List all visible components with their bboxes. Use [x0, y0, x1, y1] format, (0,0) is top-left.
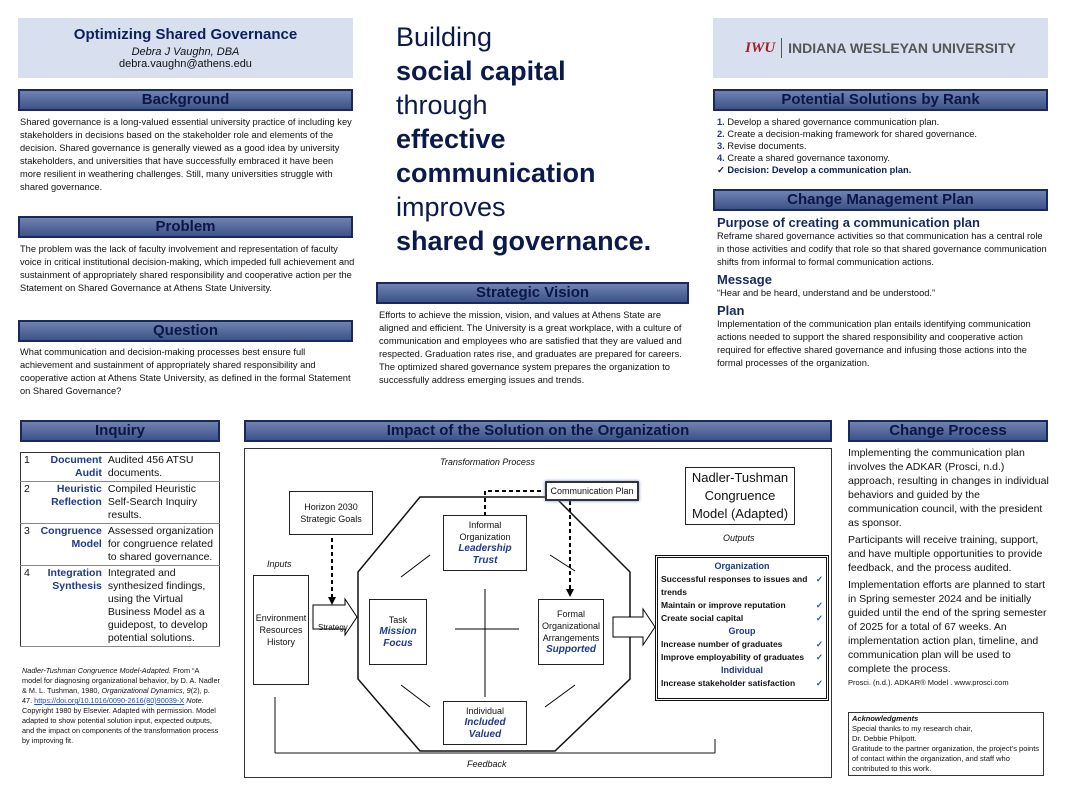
headline-line: effective — [396, 124, 506, 154]
list-number: 2. — [717, 129, 725, 139]
change-process-header: Change Process — [848, 420, 1048, 442]
citation-text: From “A model for diagnosing organizational behavior, by D. A. Nadler & M. L. Tushman, 1980, — [22, 666, 220, 695]
author: Debra J Vaughn, DBA — [131, 46, 240, 58]
output-text: Improve employability of graduates — [661, 652, 805, 662]
communication-plan-box: Communication Plan — [545, 481, 639, 501]
environment-box: Environment Resources History — [253, 575, 309, 685]
task-label: Task — [388, 615, 408, 625]
strategic-vision-text: Efforts to achieve the mission, vision, and values at Athens State are aligned and efficient. The University is a great workplace, with a culture of communication and employees who are satisfied that they are valued and respected. Graduation rates rise, and graduates are prepared for careers. The optimized shared governance system prepares the organization to successfully address emerging issues and trends. — [379, 310, 682, 385]
check-icon: ✓ — [815, 600, 823, 610]
email: debra.vaughn@athens.edu — [119, 58, 252, 70]
citation-journal: Organizational Dynamics, 9 — [101, 686, 191, 695]
list-number: 4. — [717, 153, 725, 163]
row-number: 3 — [21, 524, 33, 566]
output-text: Create social capital — [661, 613, 744, 623]
plan-heading: Plan — [717, 303, 745, 318]
change-plan-body — [717, 215, 1052, 370]
list-item-text: Revise documents. — [727, 141, 807, 151]
valued-label: Valued — [468, 729, 502, 740]
list-item-text: Create a decision-making framework for shared governance. — [727, 129, 977, 139]
change-process-p1: Implementing the communication plan involves the ADKAR (Prosci, n.d.) approach, resulting in changes in individual behaviors and guided by the communication council, with the president as sponsor. — [848, 447, 1049, 529]
inputs-label: Inputs — [267, 559, 292, 569]
list-item-text: Create a shared governance taxonomy. — [727, 153, 890, 163]
list-item — [717, 128, 1047, 140]
transformation-label: Transformation Process — [440, 457, 535, 467]
task-box — [369, 599, 427, 665]
doi-link[interactable]: https://doi.org/10.1016/0090-2616(80)90039-X — [34, 696, 185, 705]
output-row — [658, 599, 826, 612]
check-icon: ✓ — [815, 678, 823, 688]
informal-box — [443, 515, 527, 571]
output-group-individual: Individual — [720, 665, 763, 675]
headline-line: improves — [396, 192, 506, 222]
list-item — [717, 152, 1047, 164]
row-name: Heuristic Reflection — [33, 482, 105, 524]
question-text: What communication and decision-making processes best ensure full achievement and sustainment of appropriately shared responsibility and cooperative action at Athens State University, as defined in the formal Statement on Shared Governance? — [20, 347, 351, 396]
headline-line: communication — [396, 158, 596, 188]
strategy-label: Strategy — [318, 623, 348, 632]
output-row — [658, 638, 826, 651]
headline-line: shared governance. — [396, 226, 652, 256]
check-icon: ✓ — [717, 165, 725, 175]
question-header: Question — [18, 320, 353, 342]
model-citation — [22, 666, 220, 746]
formal-box — [538, 599, 604, 665]
row-desc: Compiled Heuristic Self-Search Inquiry results. — [105, 482, 220, 524]
acknowledgments-box — [848, 712, 1044, 776]
individual-label: Individual — [465, 706, 505, 716]
row-number: 2 — [21, 482, 33, 524]
decision-text: Decision: Develop a communication plan. — [727, 165, 912, 175]
headline-line: social capital — [396, 56, 566, 86]
university-logo — [713, 18, 1048, 78]
plan-to-informal-arrow — [485, 491, 541, 515]
inquiry-header: Inquiry — [20, 420, 220, 442]
list-item — [717, 140, 1047, 152]
poster-title: Optimizing Shared Governance — [73, 26, 298, 43]
table-row — [21, 482, 220, 524]
logo-mark: IWU — [745, 39, 776, 56]
citation-note: Note. — [184, 696, 204, 705]
output-text: Maintain or improve reputation — [661, 600, 786, 610]
trust-label: Trust — [472, 555, 498, 566]
list-number: 3. — [717, 141, 725, 151]
check-icon: ✓ — [815, 613, 823, 623]
background-header: Background — [18, 89, 353, 111]
ack-title: Acknowledgments — [852, 714, 919, 723]
check-icon: ✓ — [815, 652, 823, 662]
inquiry-table — [20, 452, 220, 647]
headline-line: through — [396, 90, 488, 120]
included-label: Included — [464, 717, 506, 728]
output-row — [658, 612, 826, 625]
headline-line: Building — [396, 22, 493, 52]
output-group-group: Group — [728, 626, 756, 636]
impact-header: Impact of the Solution on the Organization — [244, 420, 832, 442]
leadership-label: Leadership — [458, 543, 512, 554]
purpose-heading: Purpose of creating a communication plan — [717, 215, 980, 230]
check-icon: ✓ — [815, 639, 823, 649]
outputs-box — [655, 555, 829, 701]
citation-text: Copyright 1980 by Elsevier. Adapted with permission. Model adapted to show potential solution input, expected outputs, and the impact on components of the transformation process by improving fit. — [22, 706, 219, 745]
prosci-reference: Prosci. (n.d.). ADKAR® Model . www.prosci.com — [848, 678, 1009, 687]
message-heading: Message — [717, 272, 772, 287]
headline — [396, 20, 696, 258]
message-text: “Hear and be heard, understand and be understood.” — [717, 288, 936, 298]
problem-text: The problem was the lack of faculty involvement and representation of faculty voice in critical institutional decision-making, which impeded full achievement and sustainment of appropriately shared responsibility and cooperative action per the Statement on Shared Governance at Athens State University. — [20, 244, 355, 293]
table-row — [21, 453, 220, 482]
logo-divider — [781, 38, 782, 58]
list-number: 1. — [717, 117, 725, 127]
output-arrow-shape — [613, 609, 655, 645]
ack-line: Dr. Debbie Philpott. — [852, 734, 917, 743]
list-item — [717, 116, 1047, 128]
feedback-label: Feedback — [467, 759, 507, 769]
table-row — [21, 524, 220, 566]
row-name: Integration Synthesis — [33, 566, 105, 647]
output-row — [658, 677, 826, 690]
citation-text: (2), p. 47. — [22, 686, 210, 705]
mission-label: Mission — [379, 626, 417, 637]
table-row — [21, 566, 220, 647]
change-process-body — [848, 446, 1050, 688]
strategic-vision-header: Strategic Vision — [376, 282, 689, 304]
output-text: Increase stakeholder satisfaction — [661, 678, 796, 688]
formal-label: Formal Organizational Arrangements — [541, 609, 601, 643]
row-name: Document Audit — [33, 453, 105, 482]
change-process-p3: Implementation efforts are planned to start in Spring semester 2024 and be initially guided until the end of the spring semester of 2025 for a total of 67 weeks. An implementation action plan, timeline, and communication plan will be used to complete the process. — [848, 579, 1047, 675]
background-text: Shared governance is a long-valued essential university practice of including key stakeholders in decisions based on the stakeholder role and elements of the decision. Shared governance is generally viewed as a good idea by university stakeholders, and universities that have successfully embraced it have been more resilient in weathering challenges. Still, many universities struggle with shared governance. — [20, 117, 352, 192]
citation-title: Nadler-Tushman Congruence Model-Adapted. — [22, 666, 171, 675]
output-row — [658, 573, 826, 599]
solutions-list — [717, 116, 1047, 176]
informal-label: Informal Organization — [459, 520, 511, 542]
row-number: 1 — [21, 453, 33, 482]
change-plan-header: Change Management Plan — [713, 189, 1048, 211]
check-icon: ✓ — [815, 574, 823, 584]
focus-label: Focus — [383, 638, 413, 649]
outputs-label: Outputs — [723, 533, 755, 543]
row-number: 4 — [21, 566, 33, 647]
purpose-text: Reframe shared governance activities so that communication has a central role in those activities and codify that role so that shared governance communication shifts from informal to formal communication actions. — [717, 231, 1047, 267]
row-desc: Audited 456 ATSU documents. — [105, 453, 220, 482]
individual-box — [443, 701, 527, 745]
output-row — [658, 651, 826, 664]
ack-line: Special thanks to my research chair, — [852, 724, 973, 733]
output-group-org: Organization — [714, 561, 770, 571]
row-name: Congruence Model — [33, 524, 105, 566]
supported-label: Supported — [546, 644, 596, 655]
output-text: Successful responses to issues and trends — [661, 574, 808, 597]
model-title-box: Nadler-Tushman Congruence Model (Adapted) — [685, 467, 795, 525]
problem-header: Problem — [18, 216, 353, 238]
plan-text: Implementation of the communication plan entails identifying communication actions needed to support the shared responsibility and cooperative action required for effective shared governance and infusing those actions into the formal processes of the organization. — [717, 319, 1031, 368]
plan-to-formal-arrow — [545, 491, 570, 589]
decision — [717, 164, 1047, 176]
change-process-p2: Participants will receive training, support, and have multiple opportunities to provide feedback, and the process audited. — [848, 534, 1043, 574]
horizon-box: Horizon 2030 Strategic Goals — [289, 491, 373, 535]
solutions-header: Potential Solutions by Rank — [713, 89, 1048, 111]
ack-line: Gratitude to the partner organization, the project’s points of contact within the organization, and staff who contributed to this work. — [852, 744, 1040, 773]
list-item-text: Develop a shared governance communication plan. — [727, 117, 940, 127]
output-text: Increase number of graduates — [661, 639, 783, 649]
logo-text: INDIANA WESLEYAN UNIVERSITY — [788, 40, 1016, 56]
title-box — [18, 18, 353, 78]
row-desc: Integrated and synthesized findings, using the Virtual Business Model as a guidepost, to develop potential solutions. — [105, 566, 220, 647]
row-desc: Assessed organization for congruence related to shared governance. — [105, 524, 220, 566]
impact-diagram — [244, 448, 832, 778]
